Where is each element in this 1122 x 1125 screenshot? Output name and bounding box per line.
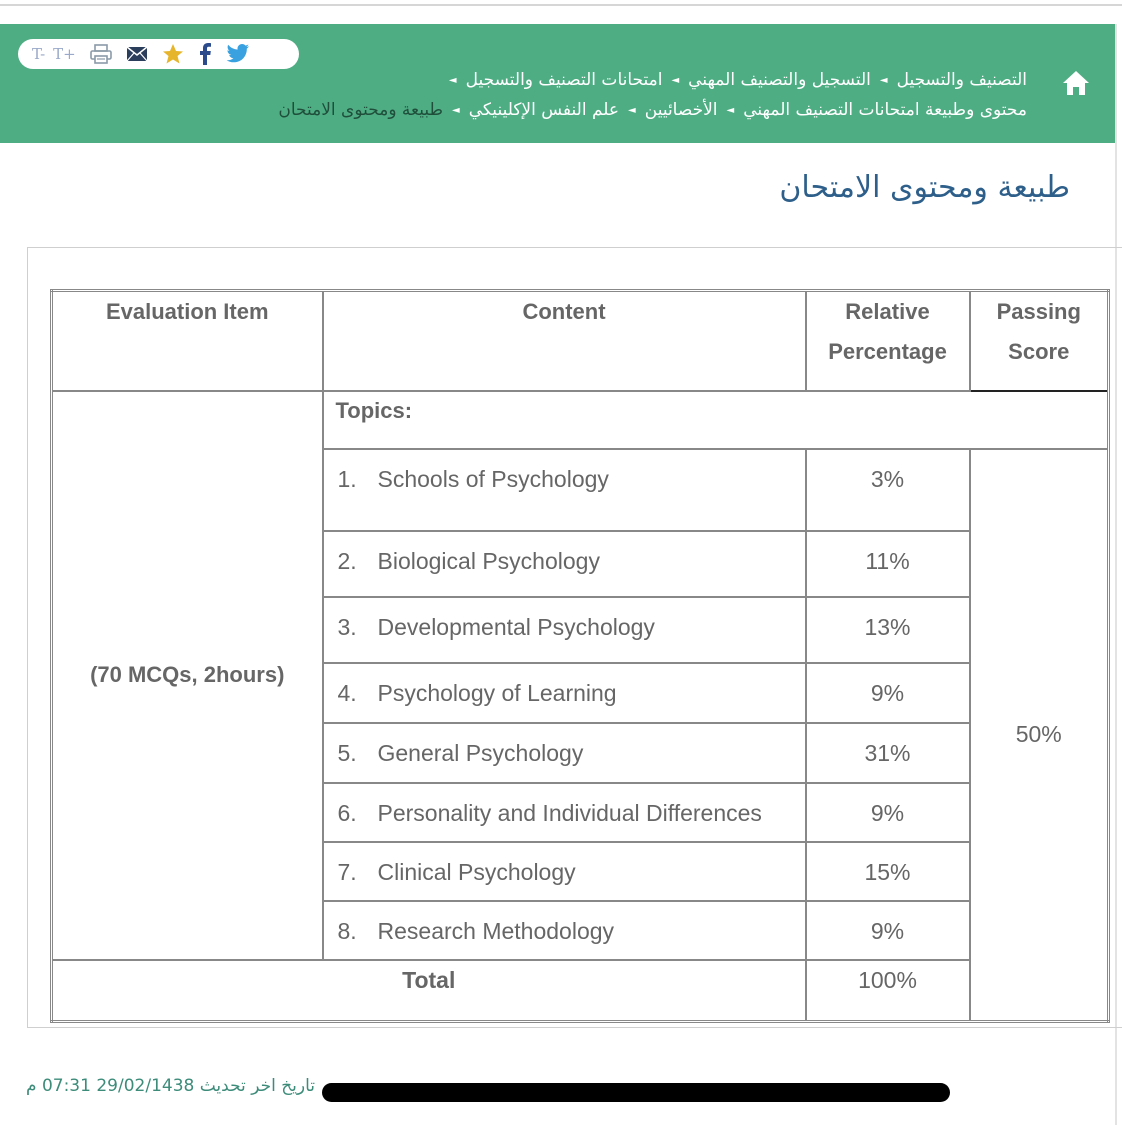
topic-name: Biological Psychology bbox=[377, 547, 600, 574]
topics-row bbox=[52, 391, 1109, 449]
breadcrumb-separator: ◄ bbox=[671, 75, 680, 86]
topic-number: 4. bbox=[337, 679, 357, 706]
topic-name-cell bbox=[323, 842, 806, 901]
breadcrumb-separator: ◄ bbox=[452, 105, 460, 116]
total-percentage: 100% bbox=[806, 960, 970, 1022]
topic-number: 7. bbox=[337, 858, 357, 885]
topic-number: 2. bbox=[337, 547, 357, 574]
print-icon[interactable] bbox=[90, 44, 112, 64]
breadcrumb-item-exam-content[interactable]: محتوى وطبيعة امتحانات التصنيف المهني bbox=[743, 100, 1027, 120]
email-icon[interactable] bbox=[126, 46, 148, 62]
topic-name: Developmental Psychology bbox=[377, 613, 655, 640]
breadcrumb-separator: ◄ bbox=[448, 75, 457, 86]
topic-number: 8. bbox=[337, 917, 357, 944]
breadcrumb-item-clinical-psychology[interactable]: علم النفس الإكلينيكي bbox=[468, 100, 620, 120]
topic-name-cell bbox=[323, 783, 806, 842]
font-increase-button[interactable]: T+ bbox=[53, 45, 76, 63]
breadcrumb-line-2 bbox=[27, 100, 1027, 120]
breadcrumb-separator: ◄ bbox=[628, 105, 636, 116]
topic-number: 3. bbox=[337, 613, 357, 640]
twitter-icon[interactable] bbox=[226, 44, 250, 64]
topic-name: Personality and Individual Differences bbox=[377, 799, 762, 826]
topic-percentage: 31% bbox=[806, 723, 970, 783]
topic-name: Clinical Psychology bbox=[377, 858, 576, 885]
star-icon[interactable] bbox=[162, 43, 184, 65]
font-decrease-button[interactable]: T- bbox=[32, 45, 46, 63]
topic-name: Schools of Psychology bbox=[377, 465, 609, 492]
topic-percentage: 13% bbox=[806, 597, 970, 663]
redaction-bar bbox=[322, 1083, 950, 1102]
breadcrumb-item-classification-exams[interactable]: امتحانات التصنيف والتسجيل bbox=[465, 70, 663, 90]
topic-name: Research Methodology bbox=[377, 917, 615, 944]
breadcrumb-separator: ◄ bbox=[879, 75, 888, 86]
topic-name-cell bbox=[323, 597, 806, 663]
topic-name-cell bbox=[323, 901, 806, 960]
last-updated-text: تاريخ اخر تحديث 29/02/1438 07:31 م bbox=[26, 1076, 316, 1096]
topic-name: Psychology of Learning bbox=[377, 679, 617, 706]
topic-name-cell bbox=[323, 531, 806, 597]
breadcrumb-line-1 bbox=[27, 70, 1027, 90]
breadcrumb-item-specialists[interactable]: الأخصائيين bbox=[644, 100, 718, 120]
topic-number: 6. bbox=[337, 799, 357, 826]
topic-name-cell bbox=[323, 449, 806, 531]
page-title: طبيعة ومحتوى الامتحان bbox=[779, 170, 1070, 205]
topic-percentage: 3% bbox=[806, 449, 970, 531]
topic-number: 1. bbox=[337, 465, 357, 492]
header-passing-line2: Score bbox=[1008, 339, 1070, 364]
topics-label: Topics: bbox=[323, 391, 1109, 449]
header-evaluation-item: Evaluation Item bbox=[52, 291, 323, 391]
topic-number: 5. bbox=[337, 739, 357, 766]
exam-table bbox=[50, 289, 1110, 1023]
header-relative-line1: Relative bbox=[845, 299, 930, 324]
breadcrumb-item-classification[interactable]: التصنيف والتسجيل bbox=[896, 70, 1027, 90]
breadcrumb-separator: ◄ bbox=[726, 105, 735, 116]
topic-name: General Psychology bbox=[377, 739, 584, 766]
breadcrumb-item-professional-registration[interactable]: التسجيل والتصنيف المهني bbox=[688, 70, 871, 90]
passing-score-value: 50% bbox=[970, 449, 1109, 1022]
header-passing-line1: Passing bbox=[996, 299, 1081, 324]
home-icon[interactable] bbox=[1062, 70, 1090, 96]
topic-name-cell bbox=[323, 723, 806, 783]
breadcrumb-item-current: طبيعة ومحتوى الامتحان bbox=[278, 100, 444, 120]
total-row bbox=[52, 960, 1109, 1022]
topic-percentage: 9% bbox=[806, 663, 970, 723]
header-relative-line2: Percentage bbox=[828, 339, 947, 364]
top-divider bbox=[0, 4, 1122, 6]
header-content: Content bbox=[323, 291, 806, 391]
header-relative-percentage bbox=[806, 291, 970, 391]
topic-percentage: 15% bbox=[806, 842, 970, 901]
topic-percentage: 9% bbox=[806, 901, 970, 960]
table-header-row bbox=[52, 291, 1109, 391]
header-bar bbox=[0, 24, 1115, 143]
topic-name-cell bbox=[323, 663, 806, 723]
share-toolbar bbox=[18, 39, 299, 69]
topic-percentage: 11% bbox=[806, 531, 970, 597]
total-label: Total bbox=[52, 960, 806, 1022]
topic-percentage: 9% bbox=[806, 783, 970, 842]
header-passing-score bbox=[970, 291, 1109, 391]
facebook-icon[interactable] bbox=[198, 43, 212, 65]
evaluation-value-cell: (70 MCQs, 2hours) bbox=[52, 391, 323, 960]
